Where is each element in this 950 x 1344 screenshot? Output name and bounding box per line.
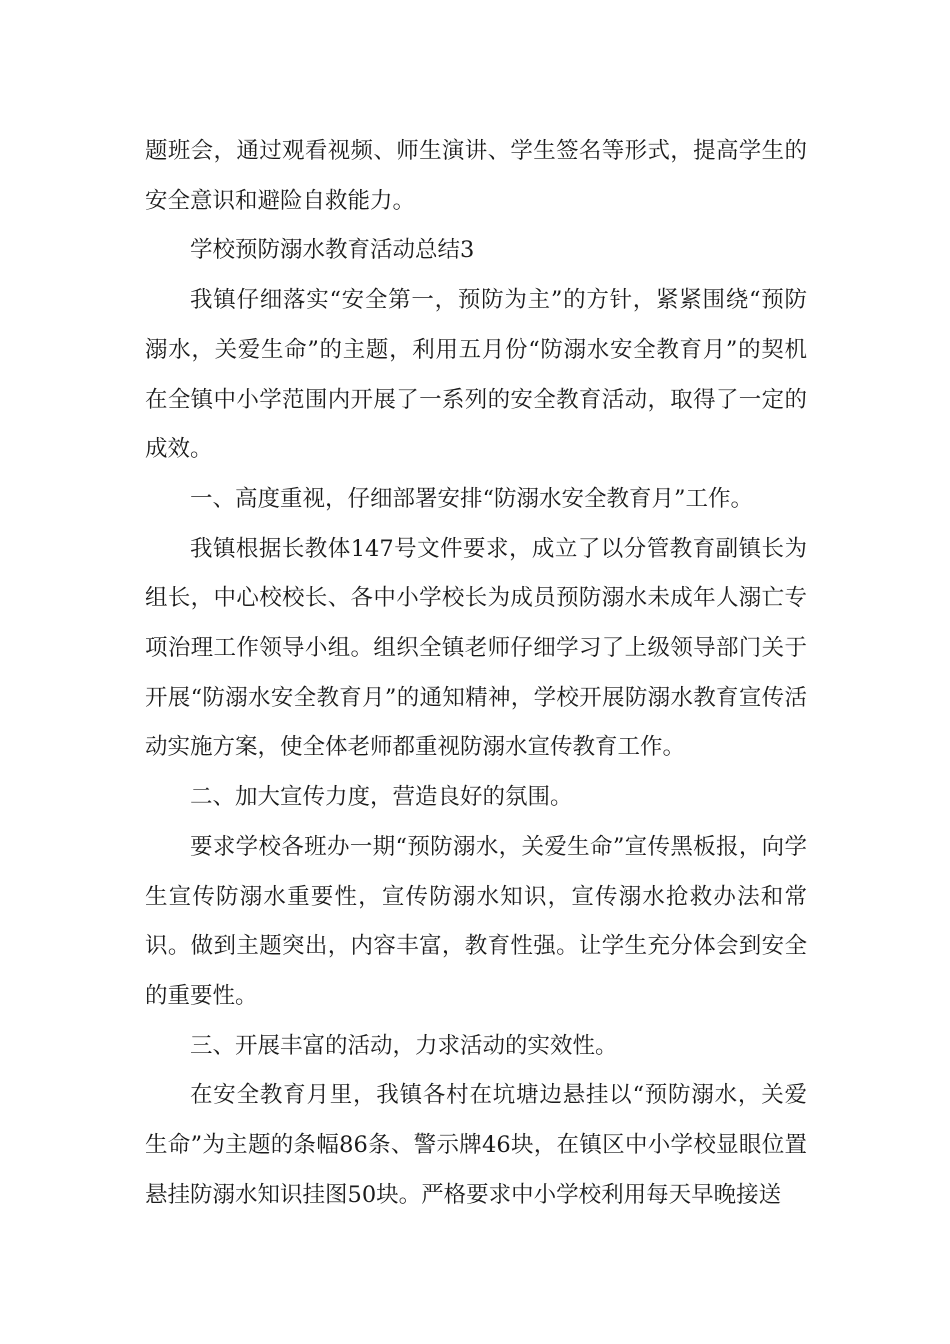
heading-three: 三、开展丰富的活动，力求活动的实效性。 (190, 1032, 618, 1059)
paragraph-three: 在安全教育月里，我镇各村在坑塘边悬挂以“预防溺水，关爱生命”为主题的条幅86条、警示牌46块，在镇区中小学校显眼位置悬挂防溺水知识挂图50块。严格要求中小学校利用每天早晚接送 (145, 1082, 807, 1208)
heading-one: 一、高度重视，仔细部署安排“防溺水安全教育月”工作。 (190, 485, 754, 512)
paragraph-intro: 我镇仔细落实“安全第一，预防为主”的方针，紧紧围绕“预防溺水，关爱生命”的主题，利用五月份“防溺水安全教育月”的契机在全镇中小学范围内开展了一系列的安全教育活动，取得了一定的成效。 (145, 287, 807, 463)
paragraph-continuation: 题班会，通过观看视频、师生演讲、学生签名等形式，提高学生的安全意识和避险自救能力。 (145, 138, 807, 214)
paragraph-one: 我镇根据长教体147号文件要求，成立了以分管教育副镇长为组长，中心校校长、各中小学校长为成员预防溺水未成年人溺亡专项治理工作领导小组。组织全镇老师仔细学习了上级领导部门关于开展“防溺水安全教育月”的通知精神，学校开展防溺水教育宣传活动实施方案，使全体老师都重视防溺水宣传教育工作。 (145, 535, 807, 761)
document-body (145, 127, 807, 1220)
heading-two: 二、加大宣传力度，营造良好的氛围。 (190, 784, 573, 811)
paragraph-two: 要求学校各班办一期“预防溺水，关爱生命”宣传黑板报，向学生宣传防溺水重要性，宣传防溺水知识，宣传溺水抢救办法和常识。做到主题突出，内容丰富，教育性强。让学生充分体会到安全的重要性。 (145, 833, 807, 1009)
section-title: 学校预防溺水教育活动总结3 (190, 237, 475, 264)
